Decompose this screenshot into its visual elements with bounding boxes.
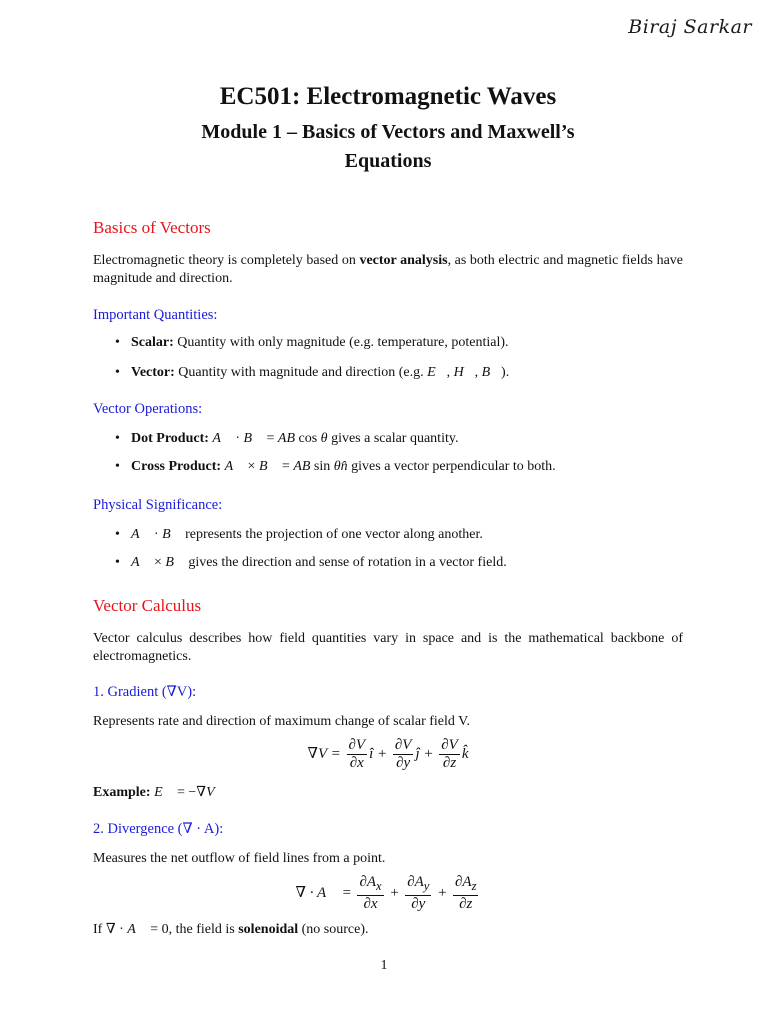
document-subtitle — [93, 118, 683, 176]
document-title: EC501: Electromagnetic Waves — [219, 83, 557, 110]
subheading-gradient: 1. Gradient (∇V): — [93, 684, 197, 700]
list-item-dot-meaning: • A⃗ · B⃗ represents the projection of one vector along another. — [93, 526, 683, 544]
divergence-equation: ∇ · A⃗ = $\frac{\partial A_x}{\partial x}$ + $\frac{\partial A_y}{\partial y}$ + $\frac{\partial A_z}{\partial z}$ — [295, 874, 477, 912]
basics-intro-paragraph: Electromagnetic theory is completely based on vector analysis, as both electric and magnetic fields have magnitude and direction. — [93, 253, 684, 286]
gradient-example: Example: E⃗ = −∇V — [93, 785, 215, 800]
significance-list — [93, 526, 683, 572]
subheading-divergence: 2. Divergence (∇ · A): — [93, 821, 224, 837]
handwritten-signature: Biraj Sarkar — [628, 16, 752, 38]
gradient-equation: ∇V = $\frac{\partial V}{\partial x}$ î + $\frac{\partial V}{\partial y}$ ĵ + $\frac{\partial V}{\partial z}$ k̂ — [307, 737, 469, 771]
page-number: 1 — [380, 958, 388, 973]
subtitle-line-2: Equations — [344, 150, 432, 172]
section-heading-basics-of-vectors: Basics of Vectors — [93, 218, 211, 237]
section-heading-vector-calculus: Vector Calculus — [93, 596, 202, 615]
list-item-vector: • Vector: Quantity with magnitude and direction (e.g. E⃗, H⃗, B⃗). — [93, 364, 683, 382]
list-item-cross-product: • Cross Product: A⃗ × B⃗ = AB sin θn̂ gives a vector perpendicular to both. — [93, 458, 683, 476]
list-item-cross-meaning: • A⃗ × B⃗ gives the direction and sense of rotation in a vector field. — [93, 554, 683, 572]
quantities-list — [93, 334, 683, 382]
subheading-vector-operations: Vector Operations: — [93, 401, 203, 417]
calculus-intro-paragraph: Vector calculus describes how field quantities vary in space and is the mathematical backbone of electromagnetics. — [93, 631, 683, 664]
divergence-description: Measures the net outflow of field lines from a point. — [93, 851, 386, 866]
list-item-scalar: • Scalar: Quantity with only magnitude (e.g. temperature, potential). — [93, 334, 683, 352]
solenoidal-note: If ∇ · A⃗ = 0, the field is solenoidal (no source). — [93, 922, 369, 937]
gradient-description: Represents rate and direction of maximum change of scalar field V. — [93, 714, 470, 729]
subheading-physical-significance: Physical Significance: — [93, 497, 223, 513]
subtitle-line-1: Module 1 – Basics of Vectors and Maxwell’s — [201, 121, 575, 143]
list-item-dot-product: • Dot Product: A⃗ · B⃗ = AB cos θ gives a scalar quantity. — [93, 430, 683, 448]
operations-list — [93, 430, 683, 476]
subheading-important-quantities: Important Quantities: — [93, 307, 218, 323]
